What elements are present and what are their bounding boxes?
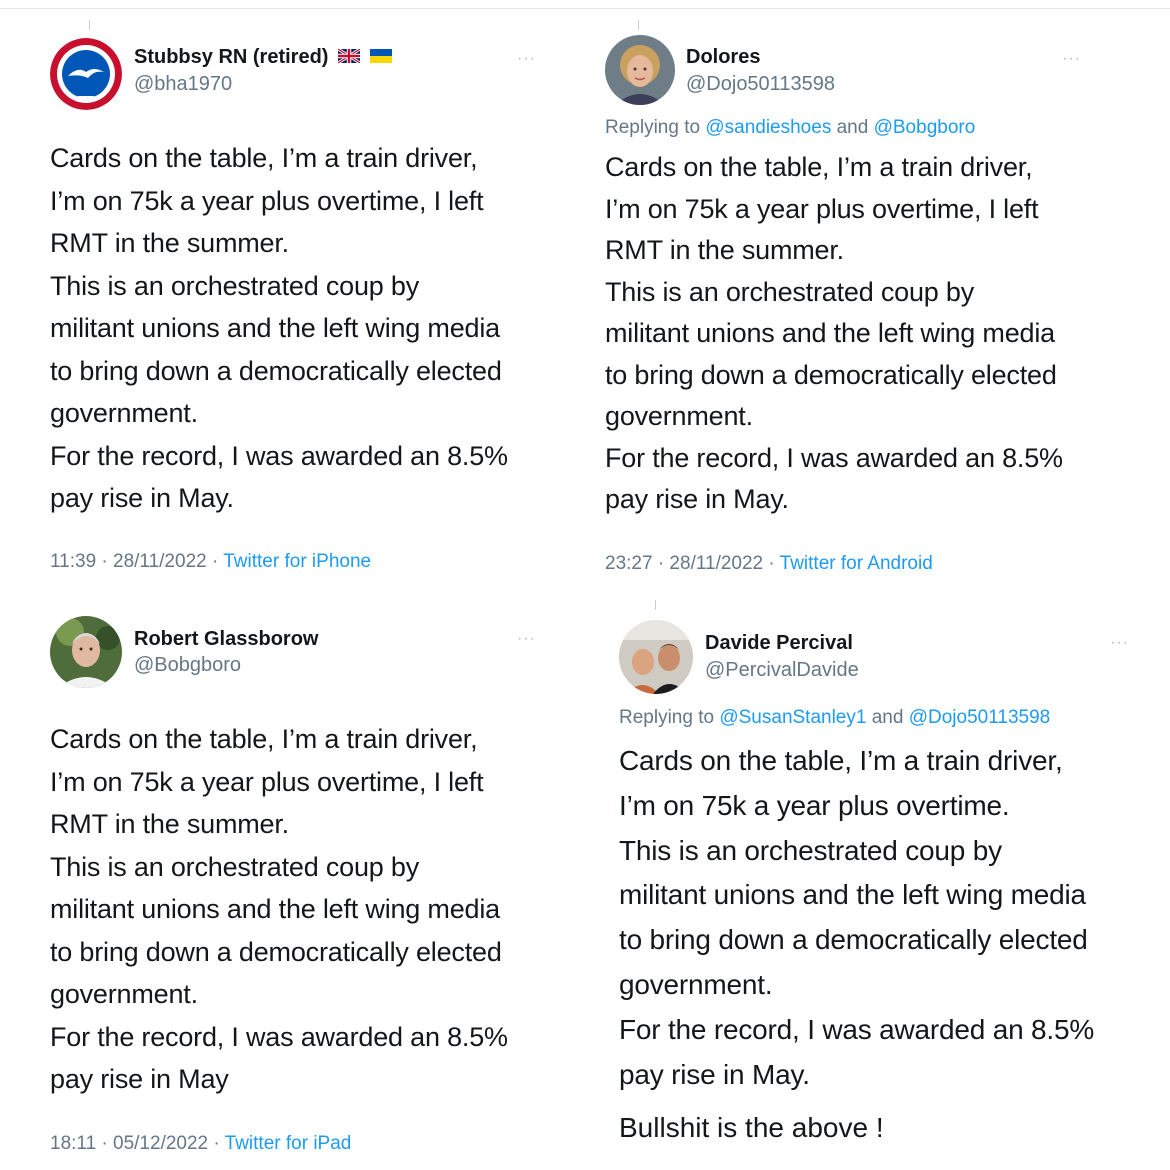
tweet-text-line: I’m on 75k a year plus overtime, I left: [50, 766, 484, 797]
tweet-text-line: militant unions and the left wing media: [619, 879, 1086, 911]
tweet-card[interactable]: [585, 590, 1170, 1170]
tweet-metadata: [50, 551, 371, 573]
timestamp[interactable]: 23:27 · 28/11/2022 ·: [605, 553, 780, 574]
tweet-text-line: to bring down a democratically elected: [605, 359, 1057, 390]
tweet-text-line: I’m on 75k a year plus overtime.: [619, 789, 1010, 821]
more-options-icon[interactable]: ···: [1110, 634, 1129, 651]
display-name[interactable]: Davide Percival: [705, 632, 853, 654]
tweet-text-line: This is an orchestrated coup by: [50, 270, 419, 301]
user-handle[interactable]: @Dojo50113598: [686, 73, 835, 95]
tweet-text-line: militant unions and the left wing media: [50, 894, 500, 924]
reply-mention[interactable]: @sandieshoes: [705, 117, 832, 138]
seagull-badge-avatar[interactable]: [50, 38, 122, 110]
replying-to: [619, 707, 1050, 729]
tweet-text-line: RMT in the summer.: [50, 228, 289, 258]
reply-mention[interactable]: @SusanStanley1: [719, 707, 867, 728]
replying-and: and: [831, 117, 874, 138]
display-name-text[interactable]: Stubbsy RN (retired): [134, 46, 329, 68]
display-name[interactable]: Dolores: [686, 46, 761, 68]
tweet-text-line: I’m on 75k a year plus overtime, I left: [605, 193, 1039, 224]
tweet-text-line: RMT in the summer.: [605, 235, 844, 265]
added-comment: Bullshit is the above !: [619, 1112, 884, 1143]
man-portrait-avatar[interactable]: [50, 616, 122, 688]
timestamp[interactable]: 18:11 · 05/12/2022 ·: [50, 1133, 225, 1154]
tweet-text-line: to bring down a democratically elected: [50, 355, 502, 386]
tweet-text-line: government.: [50, 398, 198, 428]
tweet-card[interactable]: [585, 0, 1170, 590]
uk-flag-icon: [338, 46, 360, 69]
reply-mention[interactable]: @Bobgboro: [873, 117, 976, 138]
tweet-text-line: For the record, I was awarded an 8.5%: [50, 1021, 508, 1052]
display-name[interactable]: Robert Glassborow: [134, 628, 319, 650]
tweet-text-line: I’m on 75k a year plus overtime, I left: [50, 185, 484, 216]
tweet-text-line: This is an orchestrated coup by: [50, 851, 419, 882]
tweet-card[interactable]: [0, 590, 585, 1170]
tweet-text-line: This is an orchestrated coup by: [619, 834, 1002, 866]
tweet-text: [50, 137, 508, 520]
timestamp[interactable]: 11:39 · 28/11/2022 ·: [50, 551, 224, 572]
display-name[interactable]: [134, 46, 392, 69]
tweet-metadata: [50, 1133, 351, 1155]
tweet-text-line: RMT in the summer.: [50, 809, 289, 839]
more-options-icon[interactable]: ···: [517, 630, 536, 647]
tweet-card[interactable]: [0, 0, 585, 590]
source-link[interactable]: Twitter for Android: [779, 553, 933, 574]
source-link[interactable]: Twitter for iPhone: [223, 551, 372, 572]
replying-and: and: [866, 707, 909, 728]
tweet-text-line: Cards on the table, I’m a train driver,: [50, 143, 478, 173]
tweet-text-line: Cards on the table, I’m a train driver,: [50, 724, 478, 754]
tweet-text-line: Cards on the table, I’m a train driver,: [605, 152, 1033, 182]
tweet-text-line: This is an orchestrated coup by: [605, 276, 974, 307]
tweet-metadata: [605, 553, 933, 575]
tweet-text-line: pay rise in May.: [605, 484, 789, 514]
user-handle[interactable]: @bha1970: [134, 73, 233, 95]
replying-prefix: Replying to: [605, 117, 706, 138]
woman-portrait-avatar[interactable]: [605, 35, 675, 105]
tweet-text-line: pay rise in May.: [50, 483, 234, 513]
more-options-icon[interactable]: ···: [517, 50, 536, 67]
tweet-text-line: pay rise in May.: [619, 1058, 810, 1090]
tweet-text: [619, 739, 1094, 1097]
reply-mention[interactable]: @Dojo50113598: [908, 707, 1051, 728]
tweet-text-line: militant unions and the left wing media: [605, 318, 1055, 348]
user-handle[interactable]: @Bobgboro: [134, 654, 242, 676]
ukraine-flag-icon: [370, 46, 392, 69]
tweet-text-line: For the record, I was awarded an 8.5%: [50, 440, 508, 471]
tweet-text-line: to bring down a democratically elected: [50, 936, 502, 967]
tweet-text-line: militant unions and the left wing media: [50, 313, 500, 343]
tweet-text-line: Cards on the table, I’m a train driver,: [619, 745, 1063, 776]
replying-to: [605, 117, 975, 139]
tweet-text-line: to bring down a democratically elected: [619, 924, 1088, 956]
tweet-text: [605, 147, 1063, 521]
tweet-text-line: For the record, I was awarded an 8.5%: [619, 1013, 1095, 1045]
tweet-text-line: government.: [50, 979, 198, 1009]
tweet-text: [50, 718, 508, 1101]
more-options-icon[interactable]: ···: [1062, 50, 1081, 67]
tweet-text-line: government.: [605, 401, 753, 431]
two-men-portrait-avatar[interactable]: [619, 620, 693, 694]
tweet-text-line: government.: [619, 968, 773, 1000]
source-link[interactable]: Twitter for iPad: [224, 1133, 352, 1154]
tweet-text-line: For the record, I was awarded an 8.5%: [605, 442, 1063, 473]
replying-prefix: Replying to: [619, 707, 720, 728]
user-handle[interactable]: @PercivalDavide: [705, 659, 859, 681]
tweet-text-line: pay rise in May: [50, 1064, 229, 1094]
